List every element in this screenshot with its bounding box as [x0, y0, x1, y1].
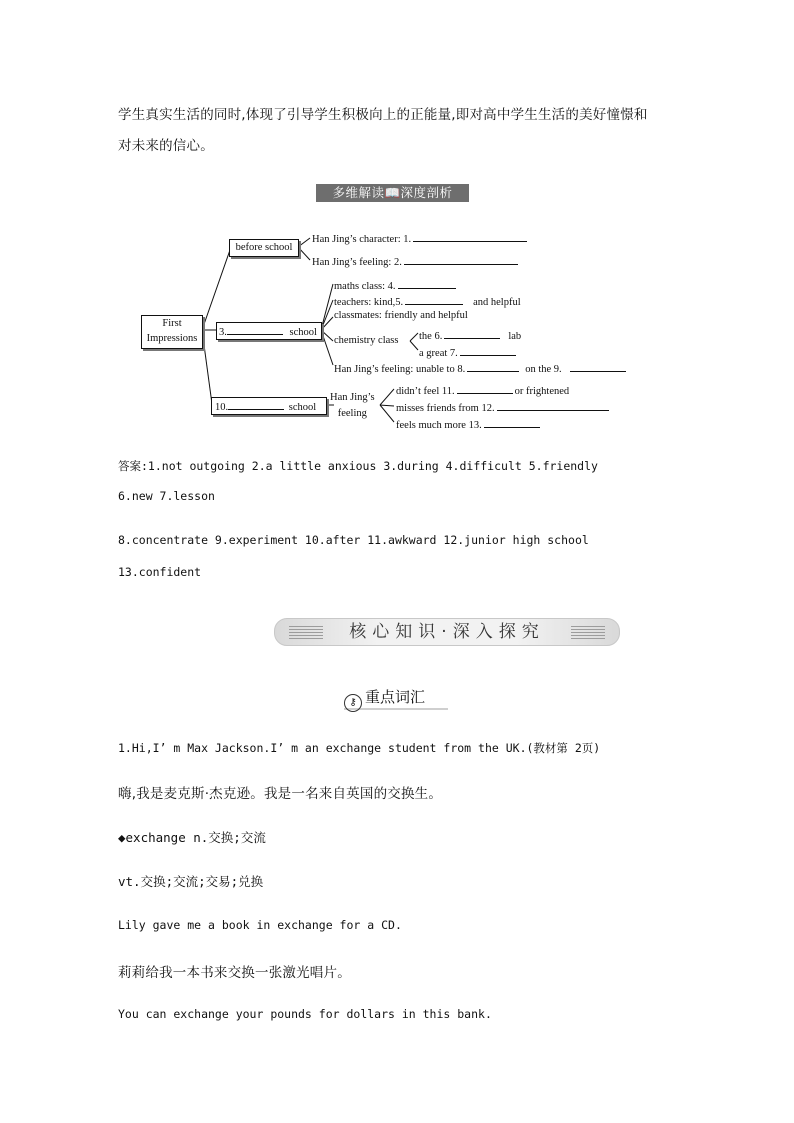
example-2: You can exchange your pounds for dollars in this bank.: [118, 1007, 492, 1021]
after-item-2: misses friends from 12.: [396, 399, 609, 414]
during-item-chemistry: chemistry class: [334, 335, 399, 346]
root-label-1: First: [162, 318, 182, 329]
before-item-1: Han Jing’s character: 1.: [312, 230, 527, 245]
blank-10-num: 10.: [215, 402, 229, 413]
blank-3-num: 3.: [219, 327, 227, 338]
during-school-box: [216, 322, 322, 340]
answers-line-3: 8.concentrate 9.experiment 10.after 11.awkward 12.junior high school: [118, 533, 589, 547]
before-item-2: Han Jing’s feeling: 2.: [312, 253, 518, 268]
after-school-label: school: [288, 402, 317, 413]
answers-line-1: 答案:1.not outgoing 2.a little anxious 3.during 4.difficult 5.friendly: [118, 459, 598, 473]
before-school-box: before school: [229, 239, 299, 257]
during-item-classmates: classmates: friendly and helpful: [334, 310, 468, 321]
during-item-feeling: Han Jing’s feeling: unable to 8. on the 9.: [334, 360, 626, 375]
vocab-entry-verb: vt.交换;交流;交易;兑换: [118, 874, 264, 889]
vocab-sentence: 1.Hi,I’ m Max Jackson.I’ m an exchange student from the UK.(教材第 2页): [118, 741, 601, 755]
example-1-translation: 莉莉给我一本书来交换一张激光唱片。: [118, 965, 351, 981]
during-item-teachers: teachers: kind,5. and helpful: [334, 293, 521, 308]
example-1: Lily gave me a book in exchange for a CD.: [118, 918, 402, 932]
chemistry-lesson: a great 7.: [419, 344, 516, 359]
answers-line-4: 13.confident: [118, 565, 202, 579]
reading-banner: 多维解读📖深度剖析: [316, 184, 469, 202]
during-school-label: school: [289, 327, 317, 338]
root-label-2: Impressions: [146, 333, 198, 344]
intro-line-1: 学生真实生活的同时,体现了引导学生积极向上的正能量,即对高中学生生活的美好憧憬和: [118, 107, 648, 123]
mind-map-root: [141, 315, 203, 349]
after-school-box: [211, 397, 327, 415]
feeling-label-1: Han Jing’s: [330, 392, 375, 403]
feeling-label-2: feeling: [337, 408, 367, 419]
after-item-3: feels much more 13.: [396, 416, 540, 431]
intro-line-2: 对未来的信心。: [118, 138, 214, 154]
vocab-section-heading: [344, 686, 448, 710]
core-knowledge-banner: [274, 618, 620, 646]
after-item-1: didn’t feel 11. or frightened: [396, 382, 569, 397]
core-knowledge-title: 核心知识·深入探究: [349, 622, 545, 642]
key-icon: ⚷: [344, 694, 362, 712]
vocab-translation: 嗨,我是麦克斯·杰克逊。我是一名来自英国的交换生。: [118, 786, 443, 802]
vocab-section-title: 重点词汇: [365, 688, 426, 706]
during-item-maths: maths class: 4.: [334, 277, 456, 292]
answers-line-2: 6.new 7.lesson: [118, 489, 215, 503]
vocab-entry-noun: ◆exchange n.交换;交流: [118, 830, 266, 845]
feeling-node: [330, 390, 375, 422]
chemistry-lab: the 6. lab: [419, 327, 521, 342]
